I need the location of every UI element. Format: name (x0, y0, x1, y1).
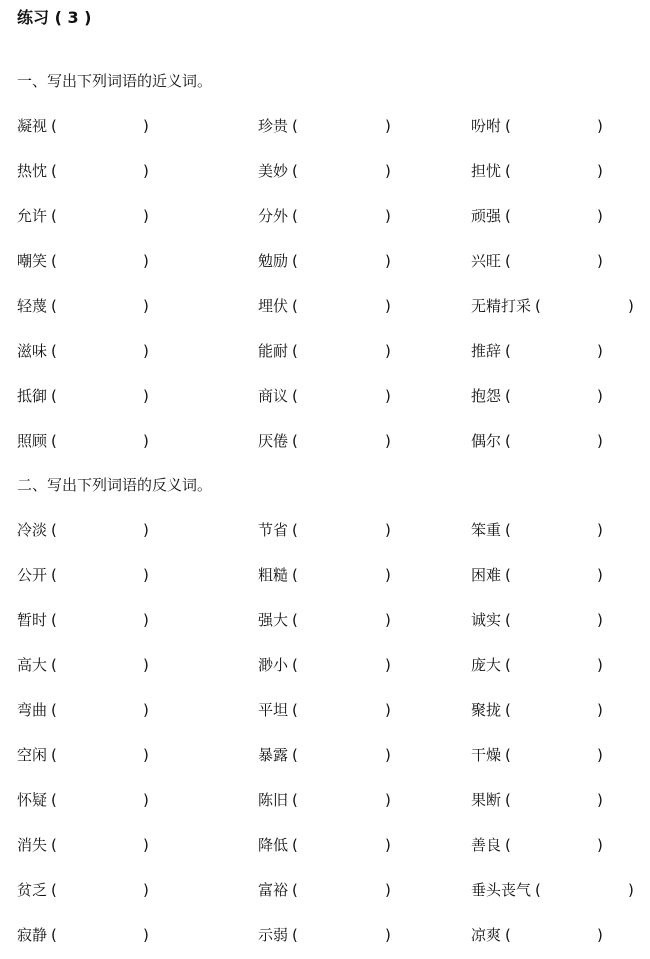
exercise-word: 节省 (258, 521, 289, 539)
exercise-item (258, 249, 428, 273)
answer-open-paren: ( (51, 656, 57, 674)
answer-close-paren: ) (385, 297, 391, 315)
exercise-item (17, 339, 187, 363)
answer-close-paren: ) (597, 701, 603, 719)
answer-open-paren: ( (292, 432, 298, 450)
exercise-item (471, 698, 641, 722)
exercise-item (17, 608, 187, 632)
exercise-word: 吩咐 (471, 117, 502, 135)
answer-open-paren: ( (51, 791, 57, 809)
answer-close-paren: ) (385, 746, 391, 764)
answer-open-paren: ( (51, 701, 57, 719)
exercise-word: 庞大 (471, 656, 502, 674)
answer-open-paren: ( (505, 252, 511, 270)
answer-close-paren: ) (385, 162, 391, 180)
answer-open-paren: ( (292, 656, 298, 674)
exercise-word: 抵御 (17, 387, 48, 405)
answer-open-paren: ( (51, 836, 57, 854)
exercise-word: 聚拢 (471, 701, 502, 719)
answer-close-paren: ) (597, 387, 603, 405)
answer-close-paren: ) (597, 791, 603, 809)
exercise-item (471, 339, 641, 363)
answer-close-paren: ) (143, 117, 149, 135)
exercise-word: 凉爽 (471, 926, 502, 944)
answer-open-paren: ( (292, 117, 298, 135)
answer-close-paren: ) (385, 566, 391, 584)
answer-close-paren: ) (385, 701, 391, 719)
answer-open-paren: ( (292, 926, 298, 944)
answer-close-paren: ) (385, 342, 391, 360)
answer-open-paren: ( (292, 342, 298, 360)
answer-open-paren: ( (292, 881, 298, 899)
exercise-item (258, 204, 428, 228)
exercise-item (17, 294, 187, 318)
answer-open-paren: ( (292, 611, 298, 629)
exercise-item (471, 294, 641, 318)
answer-close-paren: ) (597, 342, 603, 360)
answer-close-paren: ) (385, 252, 391, 270)
exercise-word: 偶尔 (471, 432, 502, 450)
answer-open-paren: ( (535, 297, 541, 315)
answer-open-paren: ( (51, 881, 57, 899)
answer-close-paren: ) (143, 836, 149, 854)
exercise-item (471, 608, 641, 632)
answer-close-paren: ) (385, 791, 391, 809)
exercise-item (471, 788, 641, 812)
answer-close-paren: ) (385, 881, 391, 899)
answer-open-paren: ( (292, 521, 298, 539)
answer-open-paren: ( (505, 791, 511, 809)
exercise-item (258, 833, 428, 857)
exercise-item (258, 518, 428, 542)
answer-close-paren: ) (597, 521, 603, 539)
answer-close-paren: ) (143, 566, 149, 584)
exercise-word: 勉励 (258, 252, 289, 270)
answer-open-paren: ( (51, 297, 57, 315)
exercise-word: 分外 (258, 207, 289, 225)
exercise-item (471, 518, 641, 542)
exercise-item (258, 878, 428, 902)
answer-close-paren: ) (143, 791, 149, 809)
exercise-item (17, 563, 187, 587)
exercise-word: 消失 (17, 836, 48, 854)
answer-open-paren: ( (51, 521, 57, 539)
exercise-item (258, 114, 428, 138)
exercise-item (17, 429, 187, 453)
answer-open-paren: ( (292, 207, 298, 225)
exercise-word: 厌倦 (258, 432, 289, 450)
answer-close-paren: ) (143, 521, 149, 539)
exercise-item (471, 833, 641, 857)
answer-close-paren: ) (143, 432, 149, 450)
exercise-item (471, 249, 641, 273)
exercise-item (471, 743, 641, 767)
exercise-item (258, 698, 428, 722)
answer-close-paren: ) (385, 387, 391, 405)
answer-close-paren: ) (143, 881, 149, 899)
answer-close-paren: ) (597, 207, 603, 225)
answer-open-paren: ( (51, 746, 57, 764)
exercise-item (258, 294, 428, 318)
exercise-item (17, 384, 187, 408)
exercise-item (17, 878, 187, 902)
answer-open-paren: ( (51, 566, 57, 584)
answer-close-paren: ) (143, 656, 149, 674)
exercise-word: 冷淡 (17, 521, 48, 539)
exercise-item (258, 384, 428, 408)
answer-open-paren: ( (505, 521, 511, 539)
exercise-item (17, 833, 187, 857)
exercise-word: 顽强 (471, 207, 502, 225)
answer-close-paren: ) (597, 162, 603, 180)
exercise-word: 抱怨 (471, 387, 502, 405)
answer-open-paren: ( (505, 656, 511, 674)
exercise-word: 强大 (258, 611, 289, 629)
answer-close-paren: ) (143, 926, 149, 944)
answer-close-paren: ) (143, 297, 149, 315)
answer-open-paren: ( (505, 611, 511, 629)
exercise-word: 困难 (471, 566, 502, 584)
answer-open-paren: ( (505, 162, 511, 180)
antonym-section-heading: 二、写出下列词语的反义词。 (17, 476, 213, 494)
answer-close-paren: ) (597, 926, 603, 944)
answer-close-paren: ) (597, 656, 603, 674)
exercise-item (17, 923, 187, 947)
answer-close-paren: ) (597, 746, 603, 764)
exercise-word: 垂头丧气 (471, 881, 532, 899)
exercise-item (17, 249, 187, 273)
answer-open-paren: ( (292, 791, 298, 809)
exercise-item (258, 159, 428, 183)
exercise-word: 弯曲 (17, 701, 48, 719)
exercise-item (471, 429, 641, 453)
exercise-word: 轻蔑 (17, 297, 48, 315)
exercise-item (471, 563, 641, 587)
answer-close-paren: ) (385, 117, 391, 135)
answer-close-paren: ) (385, 656, 391, 674)
exercise-item (471, 878, 641, 902)
answer-open-paren: ( (51, 387, 57, 405)
exercise-item (258, 339, 428, 363)
exercise-word: 空闲 (17, 746, 48, 764)
answer-open-paren: ( (505, 701, 511, 719)
exercise-word: 怀疑 (17, 791, 48, 809)
answer-close-paren: ) (385, 611, 391, 629)
exercise-word: 粗糙 (258, 566, 289, 584)
exercise-word: 凝视 (17, 117, 48, 135)
answer-close-paren: ) (385, 836, 391, 854)
answer-open-paren: ( (505, 387, 511, 405)
answer-close-paren: ) (628, 297, 634, 315)
exercise-word: 富裕 (258, 881, 289, 899)
answer-open-paren: ( (292, 162, 298, 180)
exercise-word: 美妙 (258, 162, 289, 180)
answer-close-paren: ) (385, 521, 391, 539)
exercise-item (471, 159, 641, 183)
answer-close-paren: ) (628, 881, 634, 899)
exercise-item (17, 698, 187, 722)
answer-open-paren: ( (51, 207, 57, 225)
exercise-item (17, 788, 187, 812)
exercise-word: 公开 (17, 566, 48, 584)
answer-open-paren: ( (292, 836, 298, 854)
exercise-word: 暂时 (17, 611, 48, 629)
answer-close-paren: ) (143, 746, 149, 764)
exercise-item (17, 159, 187, 183)
exercise-item (471, 923, 641, 947)
exercise-item (471, 384, 641, 408)
answer-close-paren: ) (143, 162, 149, 180)
exercise-item (17, 518, 187, 542)
exercise-word: 热忱 (17, 162, 48, 180)
answer-open-paren: ( (505, 566, 511, 584)
exercise-word: 平坦 (258, 701, 289, 719)
answer-close-paren: ) (597, 252, 603, 270)
answer-open-paren: ( (292, 387, 298, 405)
exercise-word: 暴露 (258, 746, 289, 764)
answer-close-paren: ) (143, 342, 149, 360)
answer-close-paren: ) (597, 117, 603, 135)
exercise-word: 推辞 (471, 342, 502, 360)
exercise-item (258, 788, 428, 812)
answer-open-paren: ( (505, 926, 511, 944)
exercise-item (258, 429, 428, 453)
exercise-word: 商议 (258, 387, 289, 405)
exercise-word: 照顾 (17, 432, 48, 450)
answer-open-paren: ( (535, 881, 541, 899)
answer-open-paren: ( (505, 836, 511, 854)
exercise-word: 陈旧 (258, 791, 289, 809)
answer-close-paren: ) (143, 387, 149, 405)
exercise-word: 埋伏 (258, 297, 289, 315)
answer-close-paren: ) (597, 836, 603, 854)
answer-open-paren: ( (51, 611, 57, 629)
answer-close-paren: ) (597, 566, 603, 584)
exercise-item (471, 114, 641, 138)
answer-open-paren: ( (292, 566, 298, 584)
answer-open-paren: ( (292, 297, 298, 315)
answer-open-paren: ( (505, 746, 511, 764)
answer-open-paren: ( (505, 342, 511, 360)
synonym-section-heading: 一、写出下列词语的近义词。 (17, 72, 213, 90)
answer-close-paren: ) (143, 611, 149, 629)
exercise-item (471, 204, 641, 228)
answer-open-paren: ( (505, 432, 511, 450)
answer-open-paren: ( (51, 117, 57, 135)
exercise-word: 无精打采 (471, 297, 532, 315)
exercise-item (17, 743, 187, 767)
exercise-item (17, 204, 187, 228)
answer-open-paren: ( (292, 252, 298, 270)
answer-open-paren: ( (51, 162, 57, 180)
answer-open-paren: ( (505, 117, 511, 135)
exercise-item (258, 563, 428, 587)
answer-close-paren: ) (143, 207, 149, 225)
answer-close-paren: ) (143, 252, 149, 270)
exercise-word: 笨重 (471, 521, 502, 539)
exercise-word: 允许 (17, 207, 48, 225)
exercise-word: 寂静 (17, 926, 48, 944)
exercise-word: 果断 (471, 791, 502, 809)
answer-close-paren: ) (385, 432, 391, 450)
exercise-word: 珍贵 (258, 117, 289, 135)
answer-close-paren: ) (597, 611, 603, 629)
answer-close-paren: ) (143, 701, 149, 719)
answer-open-paren: ( (292, 701, 298, 719)
exercise-item (258, 653, 428, 677)
exercise-word: 担忧 (471, 162, 502, 180)
answer-open-paren: ( (505, 207, 511, 225)
worksheet-title: 练习 ( 3 ) (17, 8, 92, 27)
exercise-item (258, 923, 428, 947)
exercise-word: 渺小 (258, 656, 289, 674)
answer-open-paren: ( (292, 746, 298, 764)
exercise-word: 诚实 (471, 611, 502, 629)
exercise-word: 贫乏 (17, 881, 48, 899)
answer-open-paren: ( (51, 926, 57, 944)
answer-close-paren: ) (385, 926, 391, 944)
exercise-word: 善良 (471, 836, 502, 854)
exercise-item (17, 114, 187, 138)
exercise-item (17, 653, 187, 677)
answer-open-paren: ( (51, 432, 57, 450)
exercise-word: 干燥 (471, 746, 502, 764)
exercise-word: 兴旺 (471, 252, 502, 270)
exercise-word: 滋味 (17, 342, 48, 360)
exercise-word: 高大 (17, 656, 48, 674)
answer-close-paren: ) (385, 207, 391, 225)
exercise-word: 能耐 (258, 342, 289, 360)
exercise-item (258, 743, 428, 767)
exercise-word: 示弱 (258, 926, 289, 944)
exercise-item (258, 608, 428, 632)
answer-open-paren: ( (51, 342, 57, 360)
exercise-item (471, 653, 641, 677)
answer-open-paren: ( (51, 252, 57, 270)
exercise-word: 降低 (258, 836, 289, 854)
answer-close-paren: ) (597, 432, 603, 450)
exercise-word: 嘲笑 (17, 252, 48, 270)
